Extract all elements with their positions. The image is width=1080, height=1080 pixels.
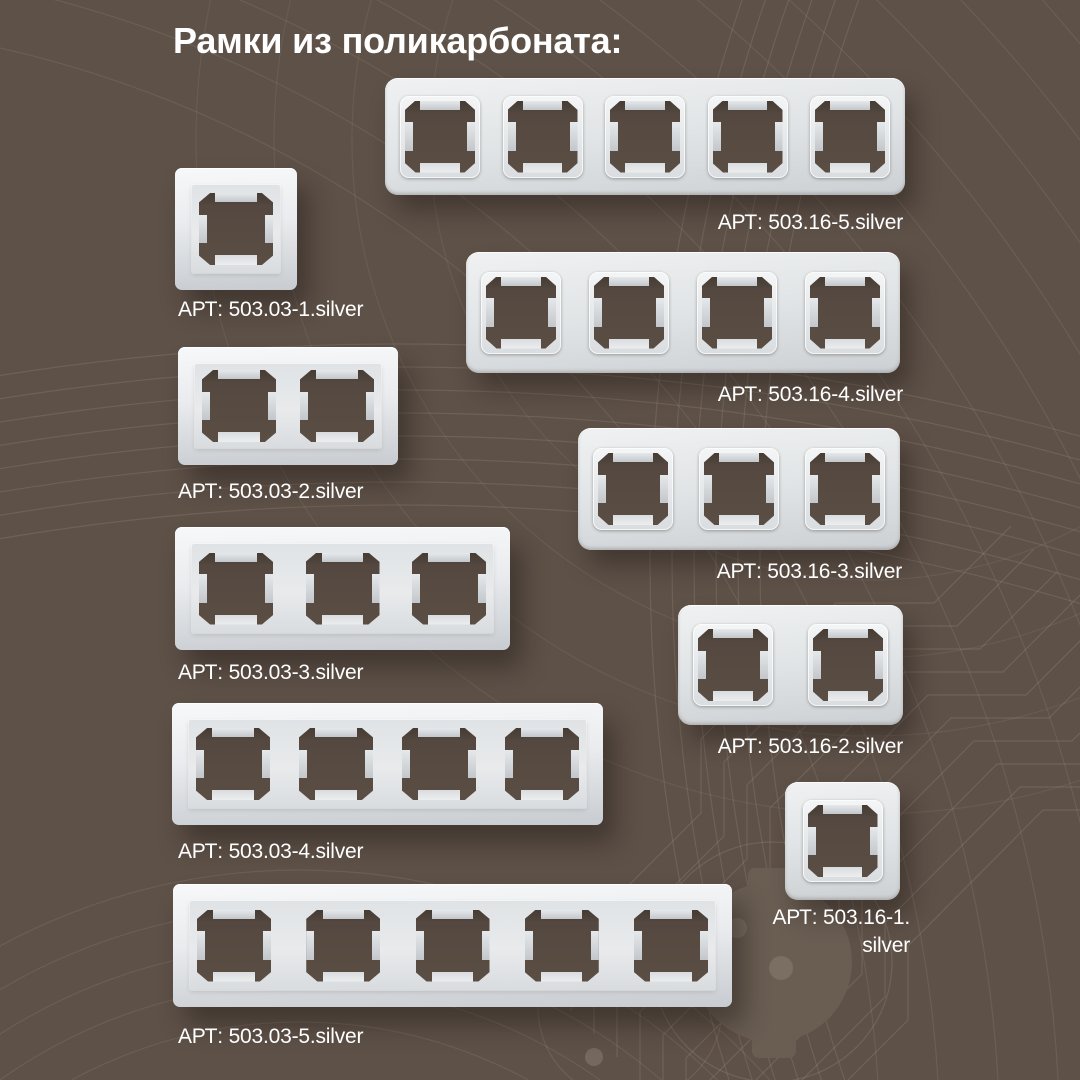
frame-windows — [678, 605, 903, 725]
window-ring — [699, 448, 779, 530]
frame-windows — [466, 252, 900, 373]
art-label-503-16-2 — [718, 733, 903, 761]
window-ring — [693, 624, 773, 706]
art-text: АРТ: 503.03-2.silver — [178, 480, 364, 503]
frame-window — [299, 728, 373, 800]
frame-503-16-1 — [785, 782, 900, 900]
window-ring — [593, 448, 673, 530]
frame-window — [199, 193, 273, 265]
art-label-503-16-3 — [717, 558, 902, 586]
frame-window — [412, 553, 486, 625]
art-label-503-03-1 — [178, 296, 363, 324]
frame-503-16-2 — [678, 605, 903, 725]
frame-window — [199, 553, 273, 625]
frame-window — [813, 629, 883, 701]
art-label-503-16-5 — [718, 209, 903, 237]
frame-windows — [175, 527, 510, 650]
art-label-503-16-4 — [718, 381, 903, 409]
frame-window — [815, 101, 885, 173]
page-title: Рамки из поликарбоната: — [173, 20, 623, 61]
window-ring — [589, 272, 669, 354]
frame-window — [505, 728, 579, 800]
window-ring — [708, 96, 788, 178]
frame-window — [713, 101, 783, 173]
art-text: АРТ: 503.16-4.silver — [717, 383, 903, 406]
frame-window — [202, 370, 276, 442]
frame-window — [704, 453, 774, 525]
art-label-503-16-1 — [772, 904, 910, 959]
art-text: АРТ: 503.16-5.silver — [717, 211, 903, 234]
window-ring — [400, 96, 480, 178]
frame-503-03-1 — [175, 168, 297, 290]
art-text: АРТ: 503.03-4.silver — [178, 840, 364, 863]
frame-window — [634, 910, 708, 982]
art-label-503-03-3 — [178, 659, 363, 687]
art-label-503-03-5 — [178, 1023, 363, 1051]
frame-windows — [178, 347, 398, 465]
frame-window — [300, 370, 374, 442]
frame-window — [702, 277, 772, 349]
frame-window — [306, 910, 380, 982]
frame-window — [197, 910, 271, 982]
art-text-line2: silver — [862, 933, 910, 957]
frame-window — [402, 728, 476, 800]
art-label-503-03-2 — [178, 478, 363, 506]
frame-window — [810, 277, 880, 349]
window-ring — [697, 272, 777, 354]
window-ring — [605, 96, 685, 178]
window-ring — [803, 800, 883, 882]
frame-windows — [172, 703, 603, 825]
frame-window — [808, 805, 878, 877]
frame-window — [698, 629, 768, 701]
frame-window — [486, 277, 556, 349]
art-text: АРТ: 503.16-2.silver — [717, 735, 903, 758]
frame-window — [610, 101, 680, 173]
frame-503-03-4 — [172, 703, 603, 825]
art-label-503-03-4 — [178, 838, 363, 866]
frame-503-03-2 — [178, 347, 398, 465]
frame-window — [196, 728, 270, 800]
frame-503-16-5 — [385, 78, 905, 195]
window-ring — [805, 272, 885, 354]
frame-503-03-5 — [173, 884, 732, 1007]
art-text: АРТ: 503.03-1.silver — [178, 298, 364, 321]
frame-window — [508, 101, 578, 173]
window-ring — [808, 624, 888, 706]
frame-window — [810, 453, 880, 525]
window-ring — [503, 96, 583, 178]
frame-windows — [785, 782, 900, 900]
frame-503-03-3 — [175, 527, 510, 650]
frame-windows — [578, 428, 900, 550]
art-text: АРТ: 503.16-1. — [772, 906, 910, 929]
art-text: АРТ: 503.16-3.silver — [716, 560, 902, 583]
frame-503-16-3 — [578, 428, 900, 550]
frame-window — [416, 910, 490, 982]
frame-windows — [385, 78, 905, 195]
window-ring — [805, 448, 885, 530]
window-ring — [810, 96, 890, 178]
art-text: АРТ: 503.03-3.silver — [178, 661, 364, 684]
frame-windows — [173, 884, 732, 1007]
frame-window — [525, 910, 599, 982]
window-ring — [481, 272, 561, 354]
art-text: АРТ: 503.03-5.silver — [178, 1025, 364, 1048]
frame-window — [405, 101, 475, 173]
frame-window — [594, 277, 664, 349]
frame-window — [306, 553, 380, 625]
frame-503-16-4 — [466, 252, 900, 373]
frame-window — [598, 453, 668, 525]
frame-windows — [175, 168, 297, 290]
